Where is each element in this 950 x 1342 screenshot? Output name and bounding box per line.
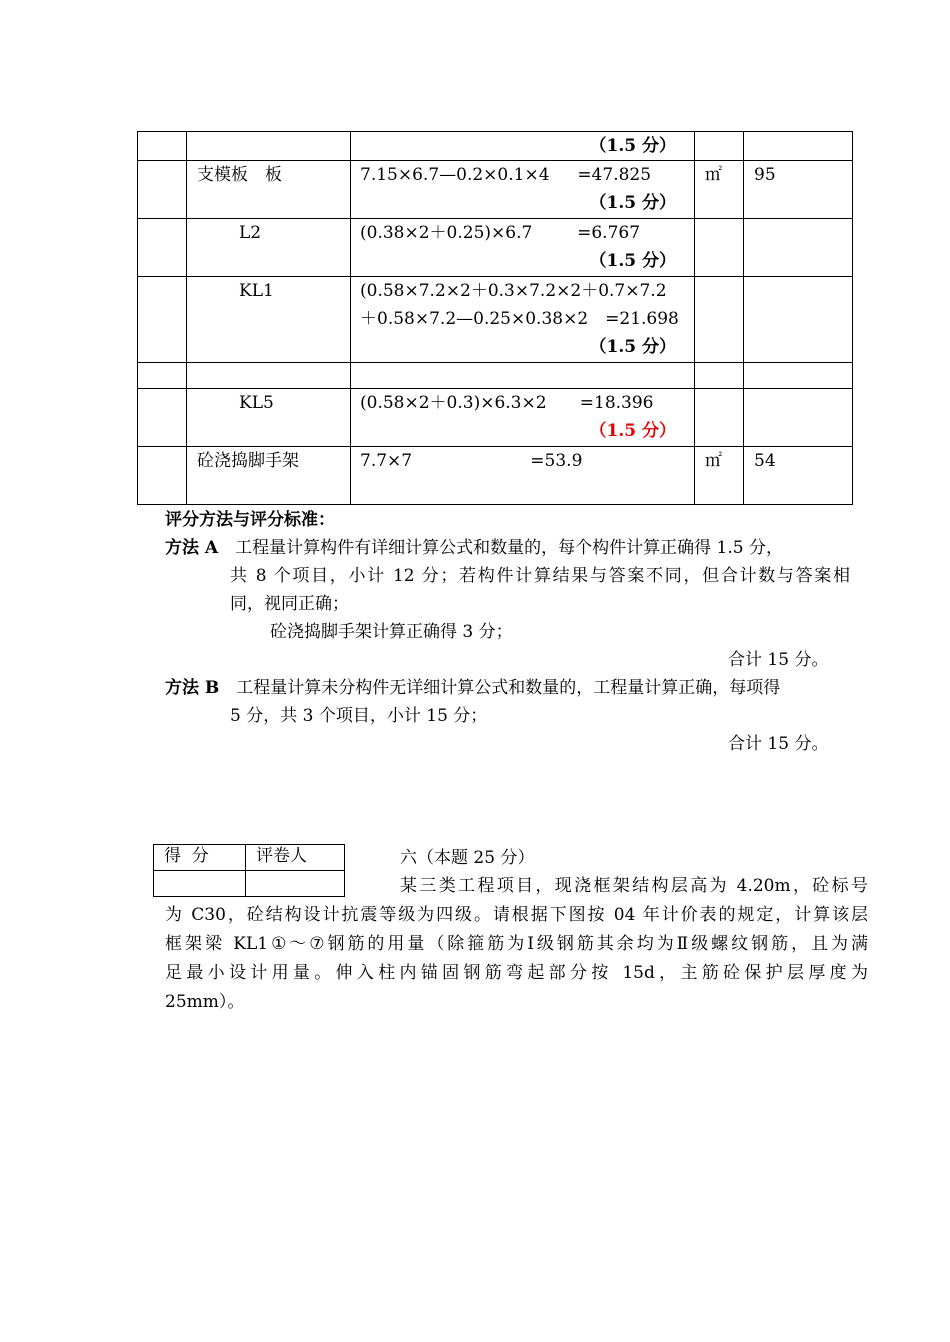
formula-line: 7.7×7 =53.9 [360, 451, 583, 471]
formula-line: (0.58×2＋0.3)×6.3×2 =18.396 [360, 393, 654, 413]
method-a-label: 方法 A [165, 538, 219, 558]
quantity-cell [744, 132, 853, 161]
formula-line: (0.58×7.2×2＋0.3×7.2×2＋0.7×7.2 [360, 281, 667, 301]
formula-cell [351, 363, 695, 389]
quantity-cell [744, 363, 853, 389]
score-label: 得 分 [154, 845, 246, 871]
table-row [138, 363, 853, 389]
method-a-line2: 共 8 个项目，小计 12 分；若构件计算结果与答案不同，但合计数与答案相 [230, 566, 850, 586]
question-line5: 25mm）。 [165, 992, 245, 1012]
row-index-cell [138, 447, 187, 505]
table-row [138, 132, 853, 161]
grader-label: 评卷人 [246, 845, 345, 871]
scoring-heading: 评分方法与评分标准： [165, 510, 335, 530]
unit-cell [695, 389, 744, 447]
unit-cell [695, 363, 744, 389]
table-row [138, 447, 853, 505]
item-name-cell [187, 363, 351, 389]
grade-box [153, 844, 345, 897]
method-a-line3: 同，视同正确； [230, 594, 349, 614]
row-index-cell [138, 219, 187, 277]
row-index-cell [138, 389, 187, 447]
item-name-cell: 砼浇捣脚手架 [187, 447, 351, 505]
score-note: （1.5 分） [589, 193, 676, 213]
row-index-cell [138, 363, 187, 389]
formula-cell [351, 132, 695, 161]
formula-line: (0.38×2＋0.25)×6.7 =6.767 [360, 223, 641, 243]
unit-cell: ㎡ [695, 447, 744, 505]
formula-line: ＋0.58×7.2—0.25×0.38×2 =21.698 [360, 309, 679, 329]
grader-cell [246, 871, 345, 897]
row-index-cell [138, 161, 187, 219]
method-a-line1 [165, 534, 783, 562]
score-note: （1.5 分） [589, 337, 676, 357]
table-row [138, 389, 853, 447]
row-index-cell [138, 132, 187, 161]
score-note: （1.5 分） [589, 421, 676, 441]
item-name-cell [187, 132, 351, 161]
method-a-total: 合计 15 分。 [728, 650, 829, 670]
row-index-cell [138, 277, 187, 363]
unit-cell [695, 219, 744, 277]
question-line1: 某三类工程项目，现浇框架结构层高为 4.20m，砼标号 [400, 876, 868, 896]
unit-cell: ㎡ [695, 161, 744, 219]
quantity-cell [744, 389, 853, 447]
method-b-label: 方法 B [165, 678, 220, 698]
quantity-cell: 54 [744, 447, 853, 505]
question-title: 六（本题 25 分） [400, 848, 535, 868]
quantity-cell: 95 [744, 161, 853, 219]
quantity-cell [744, 277, 853, 363]
score-note: （1.5 分） [589, 251, 676, 271]
calculation-table-body [138, 132, 853, 505]
question-line2: 为 C30，砼结构设计抗震等级为四级。请根据下图按 04 年计价表的规定，计算该层 [165, 905, 868, 925]
method-a-line4: 砼浇捣脚手架计算正确得 3 分； [270, 622, 513, 642]
unit-cell [695, 132, 744, 161]
formula-cell [351, 277, 695, 363]
item-name-cell: 支模板 板 [187, 161, 351, 219]
method-b-line2: 5 分，共 3 个项目，小计 15 分； [230, 706, 488, 726]
item-name-cell: L2 [187, 219, 351, 277]
formula-cell [351, 389, 695, 447]
method-b-text-1: 工程量计算未分构件无详细计算公式和数量的，工程量计算正确，每项得 [219, 678, 781, 698]
score-cell [154, 871, 246, 897]
quantity-cell [744, 219, 853, 277]
table-row [138, 161, 853, 219]
calculation-table [137, 131, 853, 505]
question-line4: 足最小设计用量。伸入柱内锚固钢筋弯起部分按 15d，主筋砼保护层厚度为 [165, 963, 868, 983]
formula-cell [351, 161, 695, 219]
formula-cell [351, 219, 695, 277]
formula-line: 7.15×6.7—0.2×0.1×4 =47.825 [360, 165, 652, 185]
item-name-cell: KL5 [187, 389, 351, 447]
method-b-line1 [165, 674, 780, 702]
item-name-cell: KL1 [187, 277, 351, 363]
table-row [138, 277, 853, 363]
score-note: （1.5 分） [589, 136, 676, 156]
formula-cell [351, 447, 695, 505]
unit-cell [695, 277, 744, 363]
method-b-total: 合计 15 分。 [728, 734, 829, 754]
table-row [138, 219, 853, 277]
question-line3: 框架梁 KL1①～⑦钢筋的用量（除箍筋为Ⅰ级钢筋其余均为Ⅱ级螺纹钢筋，且为满 [165, 934, 868, 954]
method-a-text-1: 工程量计算构件有详细计算公式和数量的，每个构件计算正确得 1.5 分， [218, 538, 783, 558]
